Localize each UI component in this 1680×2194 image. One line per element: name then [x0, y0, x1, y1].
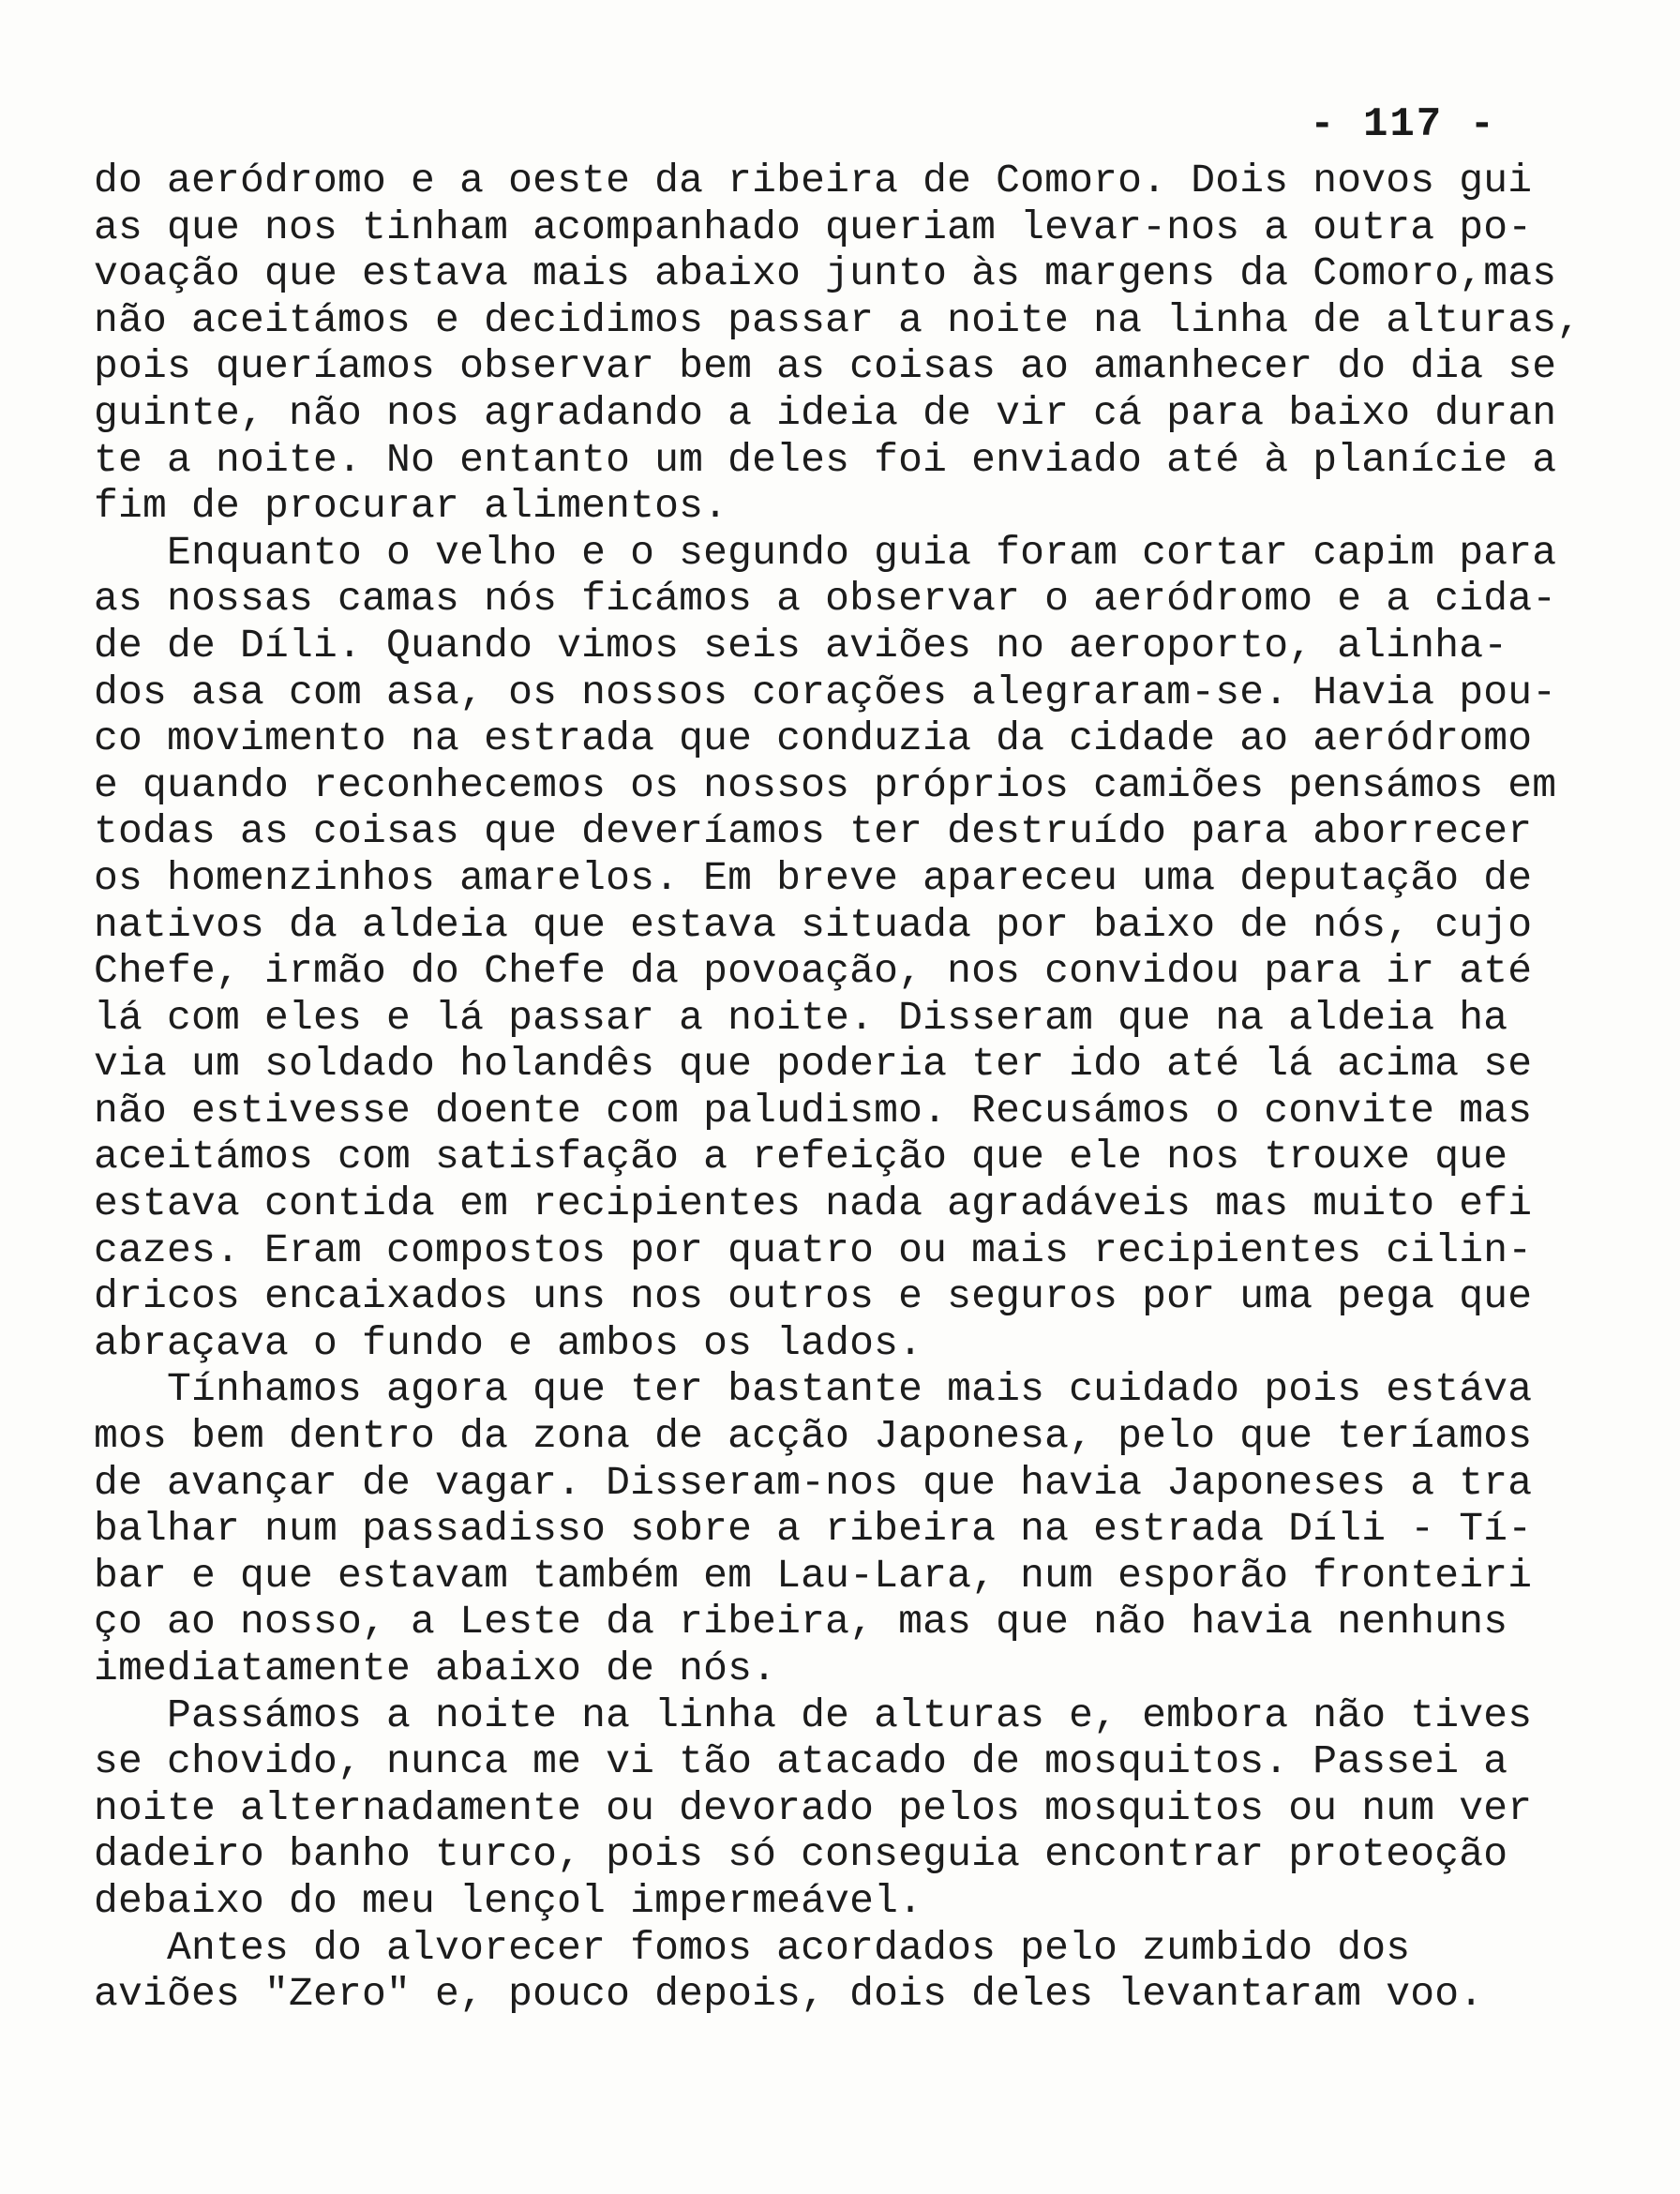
text-line: ço ao nosso, a Leste da ribeira, mas que não havia nenhuns: [94, 1599, 1508, 1646]
text-line: via um soldado holandês que poderia ter ido até lá acima se: [94, 1041, 1533, 1088]
text-line: de de Díli. Quando vimos seis aviões no aeroporto, alinha-: [94, 622, 1508, 669]
text-line: noite alternadamente ou devorado pelos mosquitos ou num ver: [94, 1784, 1533, 1831]
body-text: [94, 158, 1612, 2018]
text-line: Antes do alvorecer fomos acordados pelo zumbido dos: [94, 1924, 1411, 1971]
text-line: Tínhamos agora que ter bastante mais cuidado pois estáva: [94, 1366, 1533, 1413]
text-line: aceitámos com satisfação a refeição que ele nos trouxe que: [94, 1134, 1508, 1180]
text-line: fim de procurar alimentos.: [94, 483, 728, 530]
text-line: imediatamente abaixo de nós.: [94, 1646, 777, 1691]
text-line: co movimento na estrada que conduzia da cidade ao aeródromo: [94, 715, 1533, 762]
text-line: mos bem dentro da zona de acção Japonesa, pelo que teríamos: [94, 1413, 1533, 1460]
text-line: de avançar de vagar. Disseram-nos que havia Japoneses a tra: [94, 1459, 1533, 1506]
text-line: se chovido, nunca me vi tão atacado de mosquitos. Passei a: [94, 1738, 1508, 1785]
text-line: aviões "Zero" e, pouco depois, dois deles levantaram voo.: [94, 1971, 1484, 2018]
text-line: te a noite. No entanto um deles foi enviado até à planície a: [94, 436, 1557, 483]
text-line: lá com eles e lá passar a noite. Disseram que na aldeia ha: [94, 994, 1508, 1041]
text-line: pois queríamos observar bem as coisas ao amanhecer do dia se: [94, 343, 1557, 390]
text-line: cazes. Eram compostos por quatro ou mais recipientes cilin-: [94, 1226, 1533, 1273]
text-line: abraçava o fundo e ambos os lados.: [94, 1319, 923, 1366]
text-line: os homenzinhos amarelos. Em breve apareceu uma deputação de: [94, 854, 1533, 901]
text-line: guinte, não nos agradando a ideia de vir cá para baixo duran: [94, 389, 1557, 436]
text-line: as nossas camas nós ficámos a observar o aeródromo e a cida-: [94, 576, 1557, 623]
text-line: não estivesse doente com paludismo. Recusámos o convite mas: [94, 1087, 1533, 1134]
page-number: - 117 -: [1310, 101, 1496, 148]
text-line: bar e que estavam também em Lau-Lara, num esporão fronteiri: [94, 1552, 1533, 1599]
text-line: dos asa com asa, os nossos corações alegraram-se. Havia pou-: [94, 669, 1557, 715]
text-line: dadeiro banho turco, pois só conseguia encontrar proteoção: [94, 1831, 1508, 1878]
text-line: Enquanto o velho e o segundo guia foram cortar capim para: [94, 529, 1557, 576]
text-line: estava contida em recipientes nada agradáveis mas muito efi: [94, 1180, 1533, 1227]
text-line: debaixo do meu lençol impermeável.: [94, 1877, 923, 1924]
text-line: dricos encaixados uns nos outros e seguros por uma pega que: [94, 1273, 1533, 1320]
text-line: Chefe, irmão do Chefe da povoação, nos convidou para ir até: [94, 948, 1533, 995]
text-line: as que nos tinham acompanhado queriam levar-nos a outra po-: [94, 203, 1533, 250]
text-line: nativos da aldeia que estava situada por baixo de nós, cujo: [94, 901, 1533, 948]
text-line: e quando reconhecemos os nossos próprios camiões pensámos em: [94, 761, 1557, 808]
text-line: voação que estava mais abaixo junto às margens da Comoro,mas: [94, 250, 1557, 297]
text-line: não aceitámos e decidimos passar a noite na linha de alturas,: [94, 296, 1582, 343]
text-line: todas as coisas que deveríamos ter destruído para aborrecer: [94, 808, 1533, 855]
text-line: do aeródromo e a oeste da ribeira de Comoro. Dois novos gui: [94, 158, 1533, 203]
text-line: Passámos a noite na linha de alturas e, embora não tives: [94, 1691, 1533, 1738]
text-line: balhar num passadisso sobre a ribeira na estrada Díli - Tí-: [94, 1506, 1533, 1553]
